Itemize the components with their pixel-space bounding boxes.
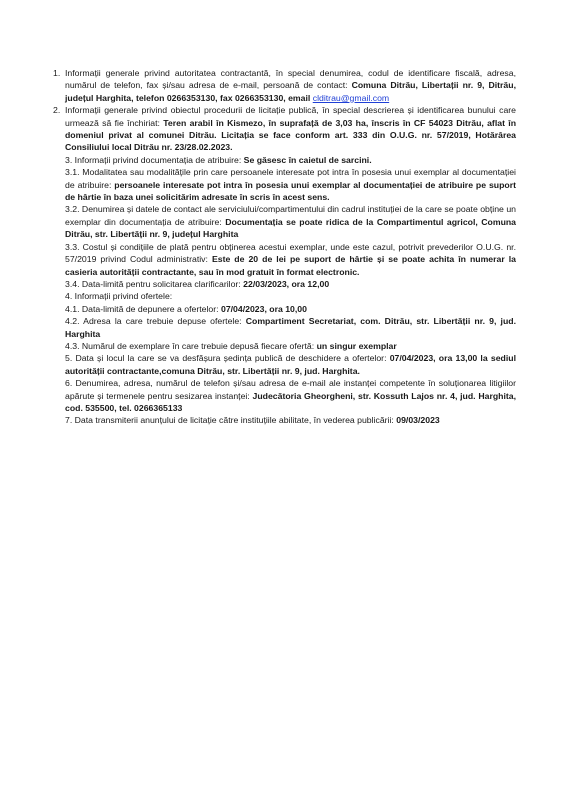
paragraph-bold-text: Este de 20 de lei pe suport de hârtie și se poate achita în numerar la casieria autorității contractante, sau în mod gratuit în format electronic. — [65, 254, 516, 277]
item-number: 1. — [53, 68, 61, 78]
paragraph-text: 3.3. Costul și condițiile de plată pentru obținerea acestui exemplar, unde este cazul, potrivit prevederilor O.U.G. nr. 57/2019 privind Codul administrativ: — [65, 241, 516, 265]
item-text: Informații generale privind obiectul procedurii de licitație publică, în special descrierea și identificarea bunului care urmează să fie închiriat: — [65, 105, 516, 128]
paragraph-bold-text: 07/04/2023, ora 13,00 la sediul autorității contractante,comuna Ditrău, str. Libertății nr. 9, jud. Harghita. — [65, 353, 516, 376]
paragraph-bold-text: 22/03/2023, ora 12,00 — [243, 278, 330, 289]
paragraph-text: 5. Data și locul la care se va desfășura ședința publică de deschidere a ofertelor: — [65, 353, 390, 364]
paragraph-3-1 — [49, 166, 516, 203]
paragraph-bold-text: Se găsesc în caietul de sarcini. — [243, 154, 372, 165]
paragraph-bold-text: un singur exemplar — [316, 340, 397, 351]
email-link[interactable]: clditrau@gmail.com — [312, 92, 390, 103]
paragraph-text: 4.2. Adresa la care trebuie depuse ofertele: — [65, 316, 246, 327]
item-bold-text: Comuna Ditrău, Libertații nr. 9, Ditrău, județul Harghita, telefon 0266353130, fax 0266353130, email — [65, 80, 516, 103]
paragraph-text: 3.4. Data-limită pentru solicitarea clarificarilor: — [65, 278, 244, 289]
paragraph-4-1 — [49, 303, 516, 315]
paragraph-4-2 — [49, 315, 516, 340]
paragraph-6 — [49, 377, 516, 414]
paragraph-text: 4. Informații privind ofertele: — [65, 291, 173, 302]
paragraph-bold-text: 07/04/2023, ora 10,00 — [220, 303, 307, 314]
paragraph-bold-text: 09/03/2023 — [396, 415, 440, 426]
paragraph-text: 6. Denumirea, adresa, numărul de telefon și/sau adresa de e-mail ale instanței competente în soluționarea litigiilor apărute și termenele pentru sesizarea instanței: — [65, 378, 516, 401]
paragraph-5 — [49, 352, 516, 377]
paragraph-3-3 — [49, 241, 516, 278]
paragraph-text: 3. Informații privind documentația de atribuire: — [65, 154, 244, 165]
item-number: 2. — [53, 105, 61, 116]
numbered-item-1 — [49, 67, 516, 104]
paragraph-text: 3.2. Denumirea și datele de contact ale serviciului/compartimentului din cadrul instituției de la care se poate obține un exemplar din documentația de atribuire: — [65, 204, 516, 227]
paragraph-bold-text: Compartiment Secretariat, com. Ditrău, str. Libertății nr. 9, jud. Harghita — [65, 316, 516, 339]
numbered-item-2 — [49, 104, 516, 154]
paragraph-text: 4.3. Numărul de exemplare în care trebuie depusă fiecare ofertă: — [65, 340, 317, 351]
item-text: Informații generale privind autoritatea contractantă, în special denumirea, codul de identificare fiscală, adresa, numărul de telefon, fax și/sau adresa de e-mail, persoană de contact: — [65, 68, 516, 91]
paragraph-3 — [49, 154, 516, 166]
announcement-body — [49, 67, 516, 427]
paragraph-text: 4.1. Data-limită de depunere a ofertelor: — [65, 303, 221, 314]
paragraph-text: 7. Data transmiterii anunțului de licitație către instituțiile abilitate, în vederea publicării: — [65, 415, 397, 426]
paragraph-bold-text: persoanele interesate pot intra în posesia unui exemplar al documentației de atribuire pe suport de hârtie în baza unei solicitărim adresate în scris în acest sens. — [65, 179, 516, 203]
paragraph-text: 3.1. Modalitatea sau modalitățile prin care persoanele interesate pot intra în posesia unui exemplar al documentației de atribuire: — [65, 167, 516, 190]
paragraph-bold-text: Documentația se poate ridica de la Compartimentul agricol, Comuna Ditrău, str. Libertății nr. 9, județul Harghita — [65, 216, 517, 240]
paragraph-4-3 — [49, 340, 516, 352]
paragraph-3-2 — [49, 203, 516, 240]
paragraph-bold-text: Judecătoria Gheorgheni, str. Kossuth Lajos nr. 4, jud. Harghita, cod. 535500, tel. 0266365133 — [65, 390, 516, 413]
item-bold-text: Teren arabil în Kismezo, în suprafață de 3,03 ha, înscris în CF 54023 Ditrău, aflat în domeniul privat al comunei Ditrău. Licitația se face conform art. 333 din O.U.G. nr. 57/2019, Hotărârea Consiliului local Ditrău nr. 23/28.02.2023. — [65, 117, 517, 153]
paragraph-3-4 — [49, 278, 516, 290]
paragraph-7 — [49, 414, 516, 426]
paragraph-4 — [49, 290, 516, 302]
